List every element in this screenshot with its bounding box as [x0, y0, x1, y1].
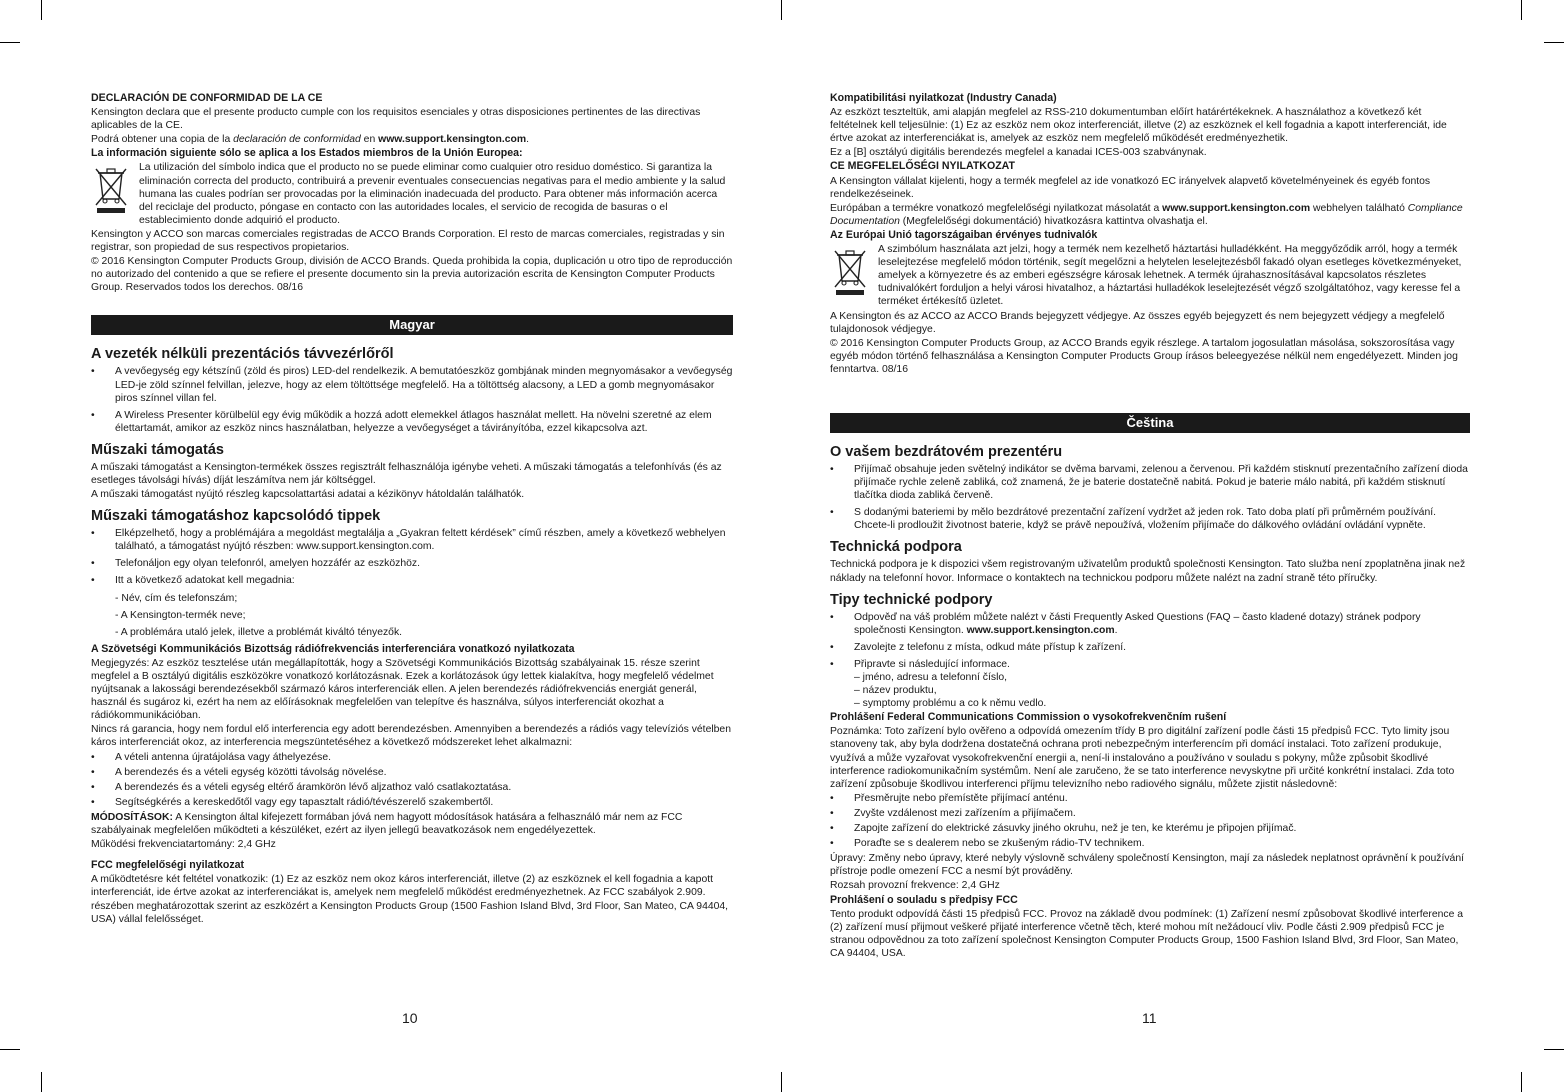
hu-fcc-header: A Szövetségi Kommunikációs Bizottság rádiófrekvenciás interferenciára vonatkozó nyilatkozata [91, 642, 575, 655]
left-page [91, 92, 733, 927]
list-item: • A vevőegység egy kétszínű (zöld és piros) LED-del rendelkezik. A bemutatóeszköz gombjának minden megnyomásakor a vevőegység LED-je zöld színnel felvillan, jelezve, hogy az elem töltöttsége megfelelő. Ha a töltöttség alacsony, a LED a gomb megnyomásakor piros színnel villan fel. [91, 365, 733, 404]
crop-mark [1544, 1049, 1564, 1050]
support-link[interactable]: www.support.kensington.com [1162, 202, 1311, 214]
es-copyright: © 2016 Kensington Computer Products Group, división de ACCO Brands. Queda prohibida la copia, duplicación u otro tipo de reproducción no autorizado del contenido a que se refiere el presente documento sin la previa autorización escrita de Kensington Computer Products Group. Reservados todos los derechos. 08/16 [91, 256, 733, 294]
crop-mark [1521, 0, 1522, 20]
list-item: • Odpověď na váš problém můžete nalézt v části Frequently Asked Questions (FAQ – často kladené dotazy) stránek podpory společnosti Kensington. www.support.kensington.com. [830, 611, 1470, 637]
hu-bullet-list [91, 365, 733, 434]
list-item: • Zavolejte z telefonu z místa, odkud máte přístup k zařízení. [830, 641, 1470, 654]
sub-item: – název produktu, [854, 685, 937, 697]
hu-support-title: Műszaki támogatás [91, 441, 224, 458]
hu-title: A vezeték nélküli prezentációs távvezérlőről [91, 346, 394, 363]
support-link[interactable]: www.support.kensington.com [966, 624, 1115, 636]
hu-fcc2-header: FCC megfelelőségi nyilatkozat [91, 859, 245, 872]
weee-block [91, 161, 733, 227]
list-item: • Přijímač obsahuje jeden světelný indikátor se dvěma barvami, zelenou a červenou. Při každém stisknutí prezentačního zařízení dioda přijímače rychle zeleně zabliká, což znamená, že je baterie dostatečně nabitá. Pokud je baterie málo nabitá, při každém stisknutí tlačítka dioda zabliká červeně. [830, 463, 1470, 502]
list-item: • Segítségkérés a kereskedőtől vagy egy tapasztalt rádió/tévészerelő szakembertől. [91, 796, 733, 809]
list-item: • A berendezés és a vételi egység eltérő áramkörön lévő aljzathoz való csatlakoztatása. [91, 781, 733, 794]
sub-item: - A Kensington-termék neve; [115, 609, 246, 621]
weee-block [830, 243, 1470, 309]
hu-support-text: A műszaki támogatást nyújtó részleg kapcsolattartási adatai a kézikönyv hátoldalán találhatók. [91, 489, 525, 501]
crop-mark [41, 1072, 42, 1092]
cz-fcc-list [830, 792, 1470, 850]
ic-header: Kompatibilitási nyilatkozat (Industry Canada) [830, 92, 1057, 104]
cz-bullet-list [830, 463, 1470, 532]
es-eu-header: La información siguiente sólo se aplica a los Estados miembros de la Unión Europea: [91, 147, 523, 160]
hu-frequency: Működési frekvenciatartomány: 2,4 GHz [91, 839, 276, 851]
list-item: • A Wireless Presenter körülbelül egy évig működik a hozzá adott elemekkel átlagos használat mellett. Ha növelni szeretné az elem élettartamát, amikor az eszköz nincs használatban, helyezze a vevőegységet a távirányítóba, ezzel kikapcsolva azt. [91, 409, 733, 435]
list-item: • Poraďte se s dealerem nebo se zkušeným rádio-TV technikem. [830, 837, 1470, 850]
es-trademark: Kensington y ACCO son marcas comerciales registradas de ACCO Brands Corporation. El resto de marcas comerciales, registradas y sin registrar, son propiedad de sus respectivos propietarios. [91, 228, 725, 254]
sub-item: - Név, cím és telefonszám; [115, 592, 238, 604]
list-item: • Zvyšte vzdálenost mezi zařízením a přijímačem. [830, 807, 1470, 820]
page-number-left: 10 [402, 1010, 418, 1026]
hu-fcc2-text: A működtetésre két feltétel vonatkozik: (1) Ez az eszköz nem okoz káros interferenciát, illetve (2) az eszköznek el kell fogadnia a kapott interferenciát, ide értve azokat az interferenciákat is, amelyek nem megfelelő működést eredményezhetnek. Az FCC szabályok 2.909. részében meghatározottak szerint az eszközért a Kensington Products Group (1500 Fashion Island Blvd, 3rd Floor, San Mateo, CA 94404, USA) vállal felelősséget. [91, 874, 729, 925]
cz-tips-list [830, 611, 1470, 711]
list-item: • Zapojte zařízení do elektrické zásuvky jiného okruhu, než je ten, ke kterému je připojen přijímač. [830, 822, 1470, 835]
hu-tips-title: Műszaki támogatáshoz kapcsolódó tippek [91, 508, 381, 525]
cz-support-title: Technická podpora [830, 539, 962, 556]
crop-mark [781, 0, 782, 20]
crop-mark [41, 0, 42, 20]
eu-weee-text: A szimbólum használata azt jelzi, hogy a termék nem kezelhető háztartási hulladékként. Ha meggyőződik arról, hogy a termék leselejtezése megfelelő módon történik, segít megelőzni a helytelen leselejtezésből fakadó olyan esetleges következményeket, amelyek a környezetre és az emberi egészségre károsak lehetnek. A termék újrahasznosításával kapcsolatos részletes tudnivalókért forduljon a helyi városi hivatalhoz, a háztartási hulladékok leselejtezését végző szolgáltatóhoz, vagy keresse fel a terméket értékesítő üzletet. [878, 244, 1462, 308]
crop-mark [0, 1049, 20, 1050]
list-item: • Elképzelhető, hogy a problémájára a megoldást megtalálja a „Gyakran feltett kérdések” című részben, amely a következő webhelyen található, a támogatást nyújtó részben: www.support.kensington.com. [91, 527, 733, 553]
crossed-bin-icon [830, 243, 872, 301]
list-item: • A vételi antenna újratájolása vagy áthelyezése. [91, 751, 733, 764]
ic-text: Ez a [B] osztályú digitális berendezés megfelel a kanadai ICES-003 szabványnak. [830, 147, 1207, 159]
es-paragraph: Kensington declara que el presente producto cumple con los requisitos esenciales y otras disposiciones pertinentes de las directivas aplicables de la CE. [91, 107, 701, 132]
cz-modifications: Úpravy: Změny nebo úpravy, které nebyly výslovně schváleny společností Kensington, mají za následek neplatnost oprávnění k používání přístroje podle omezení FCC a nesmí být prováděny. [830, 853, 1464, 878]
cz-support-text: Technická podpora je k dispozici všem registrovaným uživatelům produktů společnosti Kensington. Tato služba není zpoplatněna jinak než náklady na telefonní hovor. Informace o kontaktech na technickou podporu můžete nalézt na zadní straně této příručky. [830, 559, 1466, 584]
hu-fcc-list [91, 751, 733, 809]
cz-fcc-header: Prohlášení Federal Communications Commission o vysokofrekvenčním rušení [830, 711, 1227, 724]
list-item: • S dodanými bateriemi by mělo bezdrátové prezentační zařízení vydržet až jeden rok. Tato doba platí při průměrném používání. Chcete-li prodloužit životnost baterie, když se právě nepoužívá, vložením přijímače do dálkového ovládání ovládání vypněte. [830, 506, 1470, 532]
hu-trademark: A Kensington és az ACCO az ACCO Brands bejegyzett védjegye. Az összes egyéb bejegyzett és nem bejegyzett védjegy a megfelelő tulajdonosok védjegye. [830, 310, 1445, 335]
crop-mark [1521, 1072, 1522, 1092]
hu-support-text: A műszaki támogatást a Kensington-termékek összes regisztrált felhasználója igénybe veheti. A műszaki támogatás a telefonhívás (és az esetleges távolsági hívás) díját leszámítva nem jár költséggel. [91, 461, 722, 486]
right-page [830, 92, 1470, 961]
page-number-right: 11 [1142, 1010, 1157, 1026]
hu-fcc-text: Megjegyzés: Az eszköz tesztelése után megállapították, hogy a Szövetségi Kommunikációs Bizottság szabályainak 15. része szerint megfelel a B osztályú digitális eszközökre vonatkozó korlátozásnak. Ezek a korlátozások úgy lettek kialakítva, hogy megfelelő védelmet nyújtsanak a lakossági berendezésekből származó káros interferenciák ellen. A jelen berendezés rádiófrekvenciás energiát generál, használ és sugároz ki, ezért ha nem az előírásoknak megfelelően van telepítve és használva, súlyos interferenciát okozhat a rádiókommunikációban. [91, 657, 714, 722]
list-item: • Přesměrujte nebo přemístěte přijímací anténu. [830, 792, 1470, 805]
list-item: • A berendezés és a vételi egység közötti távolság növelése. [91, 766, 733, 779]
sub-item: – symptomy problému a co k němu vedlo. [854, 698, 1047, 710]
crop-mark [1544, 42, 1564, 43]
es-weee-text: La utilización del símbolo indica que el producto no se puede eliminar como cualquier otro residuo doméstico. Si garantiza la eliminación correcta del producto, contribuirá a prevenir eventuales consecuencias negativas para el medio ambiente y la salud humana las cuales podrían ser provocadas por la eliminación inadecuada del producto. Para obtener más información acerca del reciclaje del producto, póngase en contacto con las autoridades locales, el servicio de recogida de basuras o el establecimiento donde adquirió el producto. [139, 162, 726, 226]
ce-text: Európában a termékre vonatkozó megfelelőségi nyilatkozat másolatát a www.support.kensington.com webhelyen található Compliance Documentation (Megfelelőségi dokumentáció) hivatkozásra kattintva olvashatja el. [830, 202, 1463, 227]
hu-copyright: © 2016 Kensington Computer Products Group, az ACCO Brands egyik részlege. A tartalom jogosulatlan másolása, sokszorosítása vagy egyéb módon történő felhasználása a Kensington Computer Products Group írásos beleegyezése nélkül nem engedélyezett. Minden jog fenntartva. 08/16 [830, 337, 1458, 375]
sub-item: - A problémára utaló jelek, illetve a problémát kiváltó tényezők. [115, 626, 403, 638]
crop-mark [781, 1072, 782, 1092]
cz-title: O vašem bezdrátovém prezentéru [830, 443, 1063, 460]
crop-mark [0, 42, 20, 43]
hu-fcc-text: Nincs rá garancia, hogy nem fordul elő interferencia egy adott berendezésben. Amennyiben a berendezés a rádiós vagy televíziós vételben káros interferenciát okoz, az interferencia megszüntetéséhez a következő módszereket lehet alkalmazni: [91, 724, 731, 749]
section-bar-cestina: Čeština [830, 413, 1470, 433]
cz-frequency: Rozsah provozní frekvence: 2,4 GHz [830, 880, 1000, 892]
cz-tips-title: Tipy technické podpory [830, 591, 993, 608]
eu-header: Az Európai Unió tagországaiban érvényes tudnivalók [830, 228, 1098, 241]
sub-item: – jméno, adresu a telefonní číslo, [854, 672, 1008, 683]
ce-header: CE MEGFELELŐSÉGI NYILATKOZAT [830, 160, 1015, 173]
cz-fcc2-header: Prohlášení o souladu s předpisy FCC [830, 893, 1018, 906]
crossed-bin-icon [91, 161, 133, 219]
cz-fcc2-text: Tento produkt odpovídá části 15 předpisů FCC. Provoz na základě dvou podmínek: (1) Zařízení nesmí způsobovat škodlivé interference a (2) zařízení musí přijmout veškeré přijaté interference včetně těch, které mohou mít nežádoucí vliv. Podle části 2.909 předpisů FCC je stranou odpovědnou za toto zařízení společnost Kensington Computer Products Group, 1500 Fashion Island Blvd, 3rd Floor, San Mateo, CA 94404, USA. [830, 908, 1464, 959]
ic-text: Az eszközt teszteltük, ami alapján megfelel az RSS-210 dokumentumban előírt határértékeknek. A használathoz a következő két feltételnek kell teljesülnie: (1) Ez az eszköz nem okoz interferenciát, illetve (2) az eszköznek el kell fogadnia a kapott interferenciát, ide értve azokat az interferenciákat is, amelyek az eszköz nem megfelelő működését eredményezhetik. [830, 107, 1447, 145]
cz-fcc-text: Poznámka: Toto zařízení bylo ověřeno a odpovídá omezením třídy B pro digitální zařízení podle části 15 předpisů FCC. Tyto limity jsou stanoveny tak, aby byla dodržena dostatečná ochrana proti nebezpečným interferencím při domácí instalaci. Toto zařízení produkuje, využívá a může vyzařovat vysokofrekvenční energii a, není-li instalováno a používáno v souladu s pokyny, může způsobit škodlivé interference radiokomunikačním systémům. Není ale zaručeno, že se tato interference nevyskytne při určité konkrétní instalaci. Zda toto zařízení způsobuje škodlivou interferenci příjmu televizního nebo radiového signálu, můžete zjistit následovně: [830, 726, 1455, 790]
section-bar-magyar: Magyar [91, 315, 733, 335]
hu-modifications: MÓDOSÍTÁSOK: A Kensington által kifejezett formában jóvá nem hagyott módosítások hatására a felhasználó már nem az FCC szabályainak megfelelően működteti a készüléket, ezért az ilyen jellegű beavatkozások nem engedélyezettek. [91, 811, 683, 837]
support-link[interactable]: www.support.kensington.com [378, 134, 527, 146]
list-item: • Připravte si následující informace. – jméno, adresu a telefonní číslo, – název produktu, – symptomy problému a co k němu vedlo. [830, 658, 1470, 710]
ce-text: A Kensington vállalat kijelenti, hogy a termék megfelel az ide vonatkozó EC irányelvek alapvető követelményeinek és egyéb fontos rendelkezéseinek. [830, 175, 1431, 200]
es-header: DECLARACIÓN DE CONFORMIDAD DE LA CE [91, 92, 323, 104]
es-paragraph: Podrá obtener una copia de la declaración de conformidad en www.support.kensington.com. [91, 134, 529, 146]
list-item: • Itt a következő adatokat kell megadnia: [91, 574, 733, 587]
hu-tips-list [91, 527, 733, 587]
list-item: • Telefonáljon egy olyan telefonról, amelyen hozzáfér az eszközhöz. [91, 557, 733, 570]
